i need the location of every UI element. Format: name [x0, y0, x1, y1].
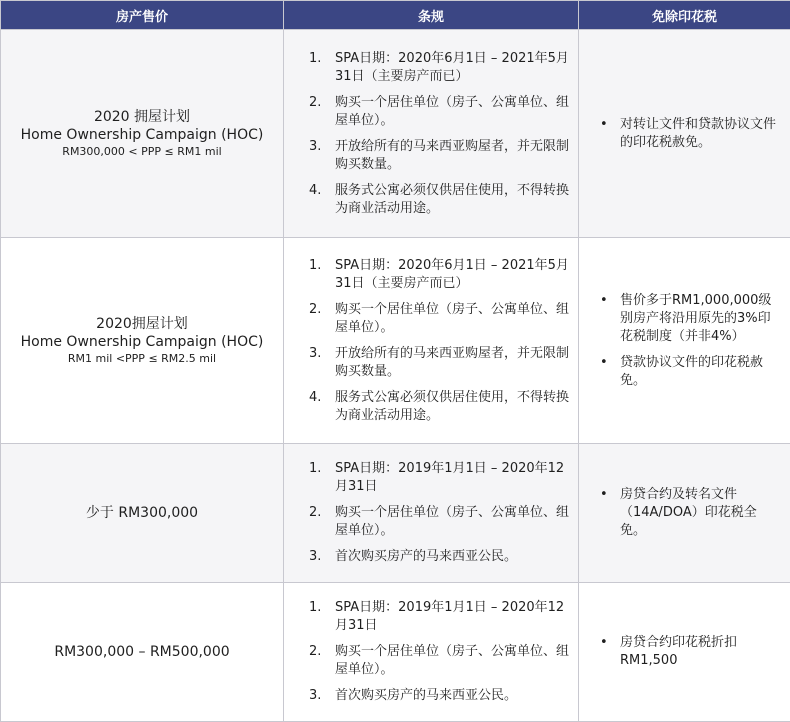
- exemption-list: [580, 288, 789, 394]
- exemption-list: [580, 630, 789, 674]
- item-text: 房贷合约及转名文件（14A/DOA）印花税全免。: [620, 486, 779, 540]
- item-number: 2.: [309, 94, 335, 130]
- header-conditions: 条规: [284, 1, 579, 30]
- item-text: 开放给所有的马来西亚购屋者，并无限制购买数量。: [335, 138, 571, 174]
- item-number: 3.: [309, 138, 335, 174]
- item-number: 2.: [309, 504, 335, 540]
- item-text: SPA日期：2019年1月1日 – 2020年12月31日: [335, 599, 571, 635]
- item-text: 贷款协议文件的印花税赦免。: [620, 354, 779, 390]
- item-text: 对转让文件和贷款协议文件的印花税赦免。: [620, 116, 779, 152]
- list-item: [309, 687, 571, 705]
- list-item: [309, 138, 571, 174]
- exemption-cell: [579, 30, 790, 238]
- list-item: [309, 643, 571, 679]
- bullet-icon: •: [600, 354, 620, 390]
- conditions-list: [285, 44, 577, 224]
- list-item: [600, 634, 779, 670]
- item-text: 房贷合约印花税折扣RM1,500: [620, 634, 779, 670]
- header-exemption: 免除印花税: [579, 1, 790, 30]
- list-item: [309, 599, 571, 635]
- conditions-list: [285, 454, 577, 572]
- list-item: [600, 486, 779, 540]
- list-item: [309, 504, 571, 540]
- header-price: 房产售价: [1, 1, 284, 30]
- price-cell: [1, 238, 284, 444]
- item-text: SPA日期：2020年6月1日 – 2021年5月31日（主要房产而已）: [335, 50, 571, 86]
- list-item: [309, 301, 571, 337]
- item-number: 1.: [309, 50, 335, 86]
- list-item: [600, 354, 779, 390]
- conditions-cell: [284, 583, 579, 722]
- bullet-icon: •: [600, 634, 620, 670]
- item-text: 售价多于RM1,000,000级别房产将沿用原先的3%印花税制度（并非4%）: [620, 292, 779, 346]
- table-header-row: [1, 1, 790, 30]
- item-text: 开放给所有的马来西亚购屋者，并无限制购买数量。: [335, 345, 571, 381]
- item-text: 首次购买房产的马来西亚公民。: [335, 548, 571, 566]
- price-line: RM1 mil <PPP ≤ RM2.5 mil: [2, 351, 282, 367]
- list-item: [309, 50, 571, 86]
- list-item: [309, 548, 571, 566]
- bullet-icon: •: [600, 116, 620, 152]
- item-text: 购买一个居住单位（房子、公寓单位、组屋单位）。: [335, 94, 571, 130]
- item-text: 购买一个居住单位（房子、公寓单位、组屋单位）。: [335, 301, 571, 337]
- item-text: 首次购买房产的马来西亚公民。: [335, 687, 571, 705]
- item-text: 购买一个居住单位（房子、公寓单位、组屋单位）。: [335, 643, 571, 679]
- price-cell: [1, 444, 284, 583]
- price-line: Home Ownership Campaign (HOC): [2, 126, 282, 144]
- item-text: SPA日期：2020年6月1日 – 2021年5月31日（主要房产而已）: [335, 257, 571, 293]
- exemption-cell: [579, 444, 790, 583]
- price-line: 2020 拥屋计划: [2, 108, 282, 126]
- item-text: 服务式公寓必须仅供居住使用，不得转换为商业活动用途。: [335, 389, 571, 425]
- price-line: RM300,000 – RM500,000: [2, 643, 282, 661]
- conditions-cell: [284, 444, 579, 583]
- item-number: 1.: [309, 257, 335, 293]
- item-number: 1.: [309, 599, 335, 635]
- exemption-cell: [579, 238, 790, 444]
- list-item: [309, 94, 571, 130]
- list-item: [309, 460, 571, 496]
- item-number: 4.: [309, 182, 335, 218]
- item-number: 2.: [309, 643, 335, 679]
- list-item: [600, 116, 779, 152]
- list-item: [309, 389, 571, 425]
- conditions-list: [285, 593, 577, 711]
- item-number: 3.: [309, 345, 335, 381]
- exemption-cell: [579, 583, 790, 722]
- list-item: [309, 345, 571, 381]
- bullet-icon: •: [600, 486, 620, 540]
- item-text: SPA日期：2019年1月1日 – 2020年12月31日: [335, 460, 571, 496]
- conditions-cell: [284, 238, 579, 444]
- table-row: [1, 583, 790, 722]
- price-cell: [1, 30, 284, 238]
- list-item: [309, 182, 571, 218]
- exemption-list: [580, 112, 789, 156]
- table-row: [1, 30, 790, 238]
- table-row: [1, 444, 790, 583]
- item-number: 3.: [309, 687, 335, 705]
- item-number: 1.: [309, 460, 335, 496]
- item-number: 4.: [309, 389, 335, 425]
- exemption-list: [580, 482, 789, 544]
- item-number: 2.: [309, 301, 335, 337]
- table-row: [1, 238, 790, 444]
- bullet-icon: •: [600, 292, 620, 346]
- price-line: 2020拥屋计划: [2, 315, 282, 333]
- price-line: 少于 RM300,000: [2, 504, 282, 522]
- price-cell: [1, 583, 284, 722]
- item-number: 3.: [309, 548, 335, 566]
- list-item: [600, 292, 779, 346]
- item-text: 服务式公寓必须仅供居住使用，不得转换为商业活动用途。: [335, 182, 571, 218]
- item-text: 购买一个居住单位（房子、公寓单位、组屋单位）。: [335, 504, 571, 540]
- conditions-cell: [284, 30, 579, 238]
- price-line: RM300,000 < PPP ≤ RM1 mil: [2, 144, 282, 160]
- list-item: [309, 257, 571, 293]
- conditions-list: [285, 251, 577, 431]
- price-line: Home Ownership Campaign (HOC): [2, 333, 282, 351]
